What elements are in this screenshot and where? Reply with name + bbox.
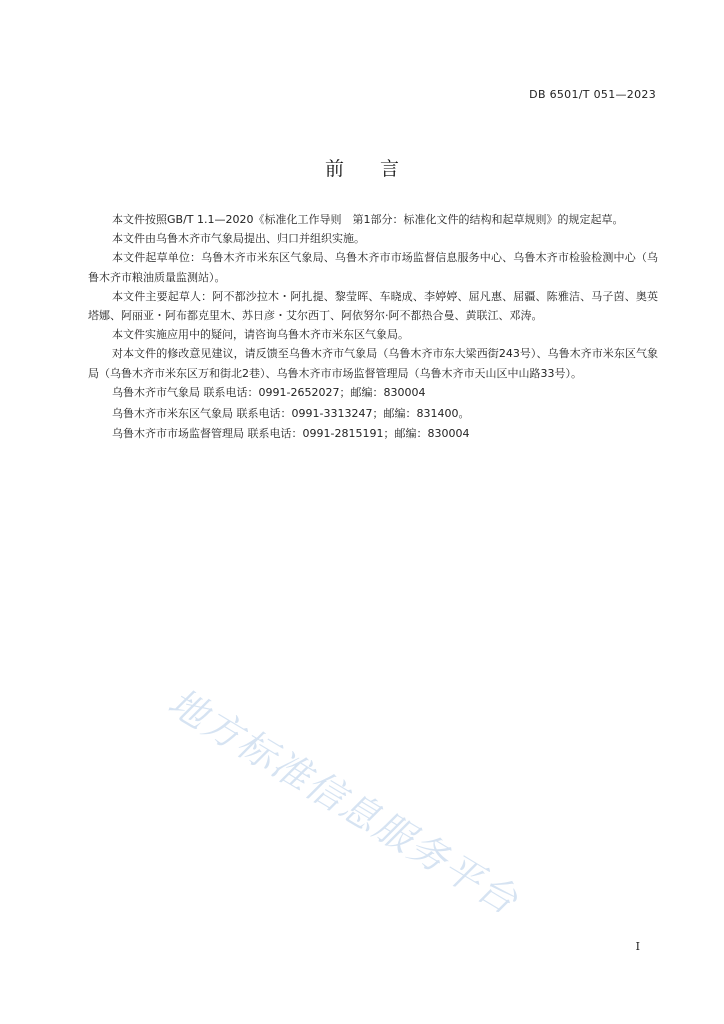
contact-line: 乌鲁木齐市市场监督管理局 联系电话：0991-2815191；邮编：830004 <box>112 427 470 441</box>
paragraph-proposer: 本文件由乌鲁木齐市气象局提出、归口并组织实施。 <box>112 232 365 246</box>
document-body <box>88 210 658 445</box>
paragraph-drafting-basis: 本文件按照GB/T 1.1—2020《标准化工作导则 第1部分：标准化文件的结构和起草规则》的规定起草。 <box>112 213 624 226</box>
document-code: DB 6501/T 051—2023 <box>529 88 656 101</box>
watermark: 地方标准信息服务平台 <box>160 679 527 924</box>
paragraph-drafting-units: 本文件起草单位：乌鲁木齐市米东区气象局、乌鲁木齐市市场监督信息服务中心、乌鲁木齐市检验检测中心（乌鲁木齐市粮油质量监测站）。 <box>88 251 658 284</box>
paragraph-inquiry: 本文件实施应用中的疑问，请咨询乌鲁木齐市米东区气象局。 <box>112 328 409 342</box>
page-number: I <box>635 940 640 953</box>
paragraph-drafters: 本文件主要起草人：阿不都沙拉木・阿扎提、黎莹晖、车晓成、李婷婷、屈凡惠、屈疆、陈雅洁、马子茵、奥英塔娜、阿丽亚・阿布都克里木、苏日彦・艾尔西丁、阿依努尔·阿不都热合曼、黄联江、邓涛。 <box>88 289 658 323</box>
page-title: 前言 <box>324 158 435 180</box>
contact-line: 乌鲁木齐市米东区气象局 联系电话：0991-3313247；邮编：831400。 <box>112 406 470 420</box>
paragraph-feedback: 对本文件的修改意见建议，请反馈至乌鲁木齐市气象局（乌鲁木齐市东大梁西街243号）、乌鲁木齐市米东区气象局（乌鲁木齐市米东区万和街北2巷）、乌鲁木齐市市场监督管理局（乌鲁木齐市天山区中山路33号）。 <box>88 347 658 380</box>
contact-line: 乌鲁木齐市气象局 联系电话：0991-2652027；邮编：830004 <box>112 385 426 399</box>
